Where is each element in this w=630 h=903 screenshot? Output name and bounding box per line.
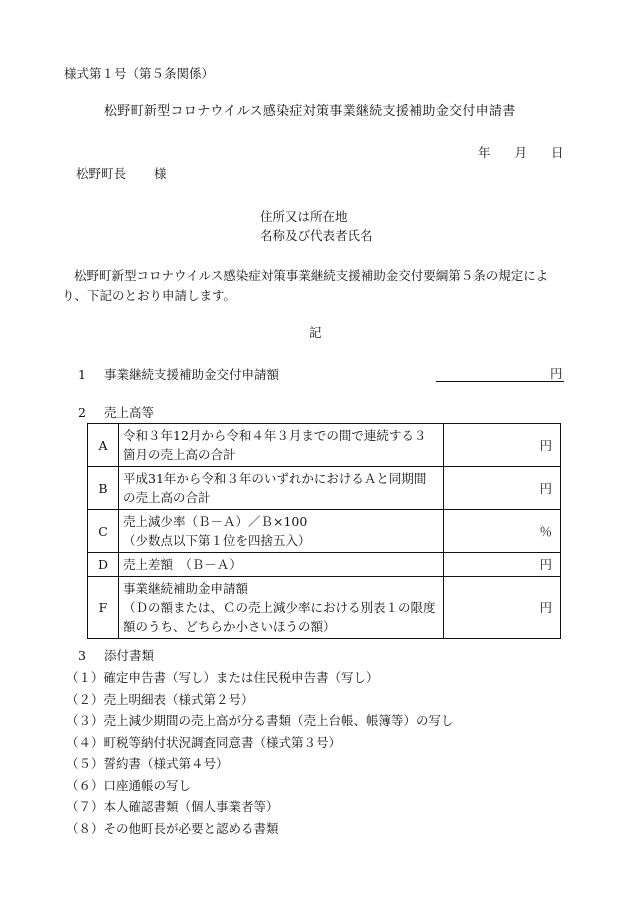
item-3-number: 3 — [78, 648, 86, 663]
description-line: （少数点以下第１位を四捨五入） — [123, 533, 311, 548]
request-statement: 松野町新型コロナウイルス感染症対策事業継続支援補助金交付要綱第５条の規定により、下記のとおり申請します。 — [62, 268, 549, 303]
sales-row-key: C — [88, 510, 119, 553]
attachment-item: （６）口座通帳の写し — [66, 777, 192, 793]
item-3-attachments — [78, 648, 154, 663]
sales-row-description — [119, 424, 444, 467]
sales-row-key: A — [88, 424, 119, 467]
sales-row-b — [88, 467, 561, 510]
description-line: 箇月の売上高の合計 — [123, 447, 236, 462]
sales-row-value-field[interactable] — [444, 510, 561, 553]
ki-heading: 記 — [309, 325, 322, 340]
description-line: （Ｄの額または、Ｃの売上減少率における別表１の限度 — [123, 600, 436, 615]
unit-label: 円 — [539, 437, 552, 453]
description-line: 額のうち、どちらか小さいほうの額） — [123, 619, 336, 634]
sales-row-key: F — [88, 577, 119, 639]
unit-label: 円 — [539, 600, 552, 615]
sales-row-value-field[interactable] — [444, 424, 561, 467]
attachment-item: （７）本人確認書類（個人事業者等） — [66, 799, 279, 814]
item-1-label: 事業継続支援補助金交付申請額 — [104, 367, 280, 382]
sales-row-f — [88, 577, 561, 639]
description-line: の売上高の合計 — [123, 490, 211, 505]
sales-table — [87, 423, 561, 639]
description-line: 売上減少率（Ｂ－Ａ）／Ｂ×100 — [123, 514, 308, 529]
sales-row-value-field[interactable] — [444, 577, 561, 639]
sales-row-value-field[interactable] — [444, 553, 561, 577]
unit-label: ％ — [539, 523, 552, 539]
sales-row-value-field[interactable] — [444, 467, 561, 510]
attachment-item: （３）売上減少期間の売上高が分る書類（売上台帳、帳簿等）の写し — [66, 713, 454, 728]
address-label: 住所又は所在地 — [260, 209, 348, 224]
description-line: 事業継続補助金申請額 — [123, 581, 249, 596]
attachment-item: （４）町税等納付状況調査同意書（様式第３号） — [66, 734, 342, 750]
item-2-sales — [78, 405, 154, 420]
unit-label: 円 — [539, 557, 552, 572]
sales-row-description — [119, 510, 444, 553]
description-line: 売上差額 （Ｂ－Ａ） — [123, 557, 242, 572]
addressee-name: 松野町長 — [76, 166, 127, 181]
item-3-label: 添付書類 — [104, 648, 155, 663]
description-line: 平成31年から令和３年のいずれかにおけるＡと同期間 — [123, 471, 427, 486]
representative-name-label: 名称及び代表者氏名 — [260, 228, 373, 243]
amount-unit: 円 — [550, 366, 563, 381]
unit-label: 円 — [539, 480, 552, 496]
item-1-number: 1 — [78, 367, 86, 382]
attachment-item: （８）その他町長が必要と認める書類 — [66, 820, 279, 836]
attachment-item: （２）売上明細表（様式第２号） — [66, 691, 254, 707]
date-day-label: 日 — [551, 145, 564, 160]
sales-row-description — [119, 467, 444, 510]
description-line: 令和３年12月から令和４年３月までの間で連続する３ — [123, 428, 427, 443]
sales-row-key: D — [88, 553, 119, 577]
attachment-item: （５）誓約書（様式第４号） — [66, 756, 229, 771]
item-1-amount — [78, 367, 279, 382]
sales-row-a — [88, 424, 561, 467]
attachment-list — [66, 667, 454, 839]
sales-row-description — [119, 553, 444, 577]
applicant-block — [260, 207, 373, 245]
sales-row-key: B — [88, 467, 119, 510]
date-month-label: 月 — [514, 145, 528, 160]
addressee-honorific: 様 — [154, 166, 167, 181]
item-2-number: 2 — [78, 405, 86, 420]
sales-row-d — [88, 553, 561, 577]
date-line — [470, 145, 564, 160]
document-title: 松野町新型コロナウイルス感染症対策事業継続支援補助金交付申請書 — [104, 104, 516, 119]
addressee — [76, 166, 167, 181]
item-2-label: 売上高等 — [104, 405, 155, 420]
attachment-item: （１）確定申告書（写し）または住民税申告書（写し） — [66, 670, 379, 685]
sales-row-c — [88, 510, 561, 553]
form-number: 様式第１号（第５条関係） — [64, 66, 215, 81]
sales-row-description — [119, 577, 444, 639]
amount-field[interactable] — [436, 367, 564, 382]
date-year-label: 年 — [478, 145, 491, 160]
